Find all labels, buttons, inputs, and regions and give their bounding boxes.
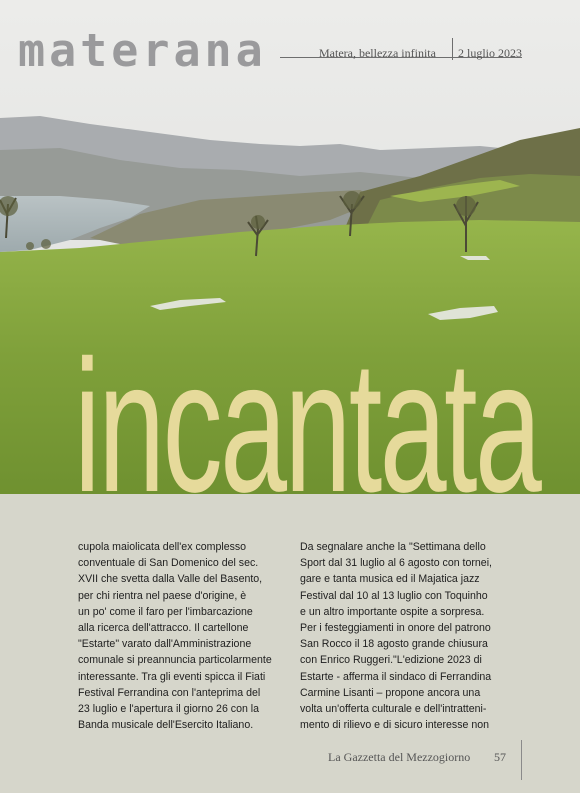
text-line: San Rocco il 18 agosto grande chiusura [300, 638, 488, 651]
text-line: Festival dal 10 al 13 luglio con Toquinho [300, 589, 488, 602]
text-line: e un altro importante ospite a sorpresa. [300, 605, 485, 618]
text-line: Per i festeggiamenti in onore del patrono [300, 622, 491, 635]
text-line: alla ricerca dell'attracco. Il cartellone [78, 622, 249, 635]
header-date: 2 luglio 2023 [458, 46, 523, 60]
text-line: cupola maiolicata dell'ex complesso [78, 541, 247, 553]
text-line: Sport dal 31 luglio al 6 agosto con tornei, [300, 557, 492, 570]
masthead-logo: materana [18, 24, 267, 77]
text-line: volta un'offerta culturale e dell'intratteni- [300, 703, 487, 716]
headline: incantata [74, 321, 540, 531]
header-divider [452, 38, 453, 60]
text-line: Banda musicale dell'Esercito Italiano. [78, 719, 254, 732]
text-line: Da segnalare anche la "Settimana dello [300, 541, 486, 553]
text-line: XVII che svetta dalla Valle del Basento, [78, 573, 263, 586]
text-line: "Estarte" varato dall'Amministrazione [78, 638, 252, 651]
footer-rule [521, 740, 522, 780]
text-line: Festival Ferrandina con l'anteprima del [78, 686, 261, 699]
article-column-left [78, 539, 283, 733]
text-line: comunale si preannuncia particolarmente [78, 654, 272, 667]
text-line: interessante. Tra gli eventi spicca il Fiati [78, 670, 266, 683]
article-column-right [300, 539, 505, 733]
text-line: conventuale di San Domenico del sec. [78, 557, 259, 570]
text-line: Estarte - afferma il sindaco di Ferrandina [300, 670, 492, 683]
text-line: mento di rilievo e di sicuro interesse non [300, 719, 490, 732]
text-line: Carmine Lisanti – propone ancora una [300, 686, 481, 699]
text-line: 23 luglio e l'apertura il giorno 26 con la [78, 703, 260, 716]
text-line: per chi rientra nel paese d'origine, è [78, 589, 247, 602]
header-tagline: Matera, bellezza infinita [319, 46, 436, 60]
text-line: con Enrico Ruggeri."L'edizione 2023 di [300, 654, 482, 667]
text-line: gare e tanta musica ed il Majatica jazz [300, 573, 480, 586]
footer-publication: La Gazzetta del Mezzogiorno [328, 750, 471, 764]
page-number: 57 [494, 750, 506, 764]
text-line: un po' come il faro per l'imbarcazione [78, 605, 253, 618]
